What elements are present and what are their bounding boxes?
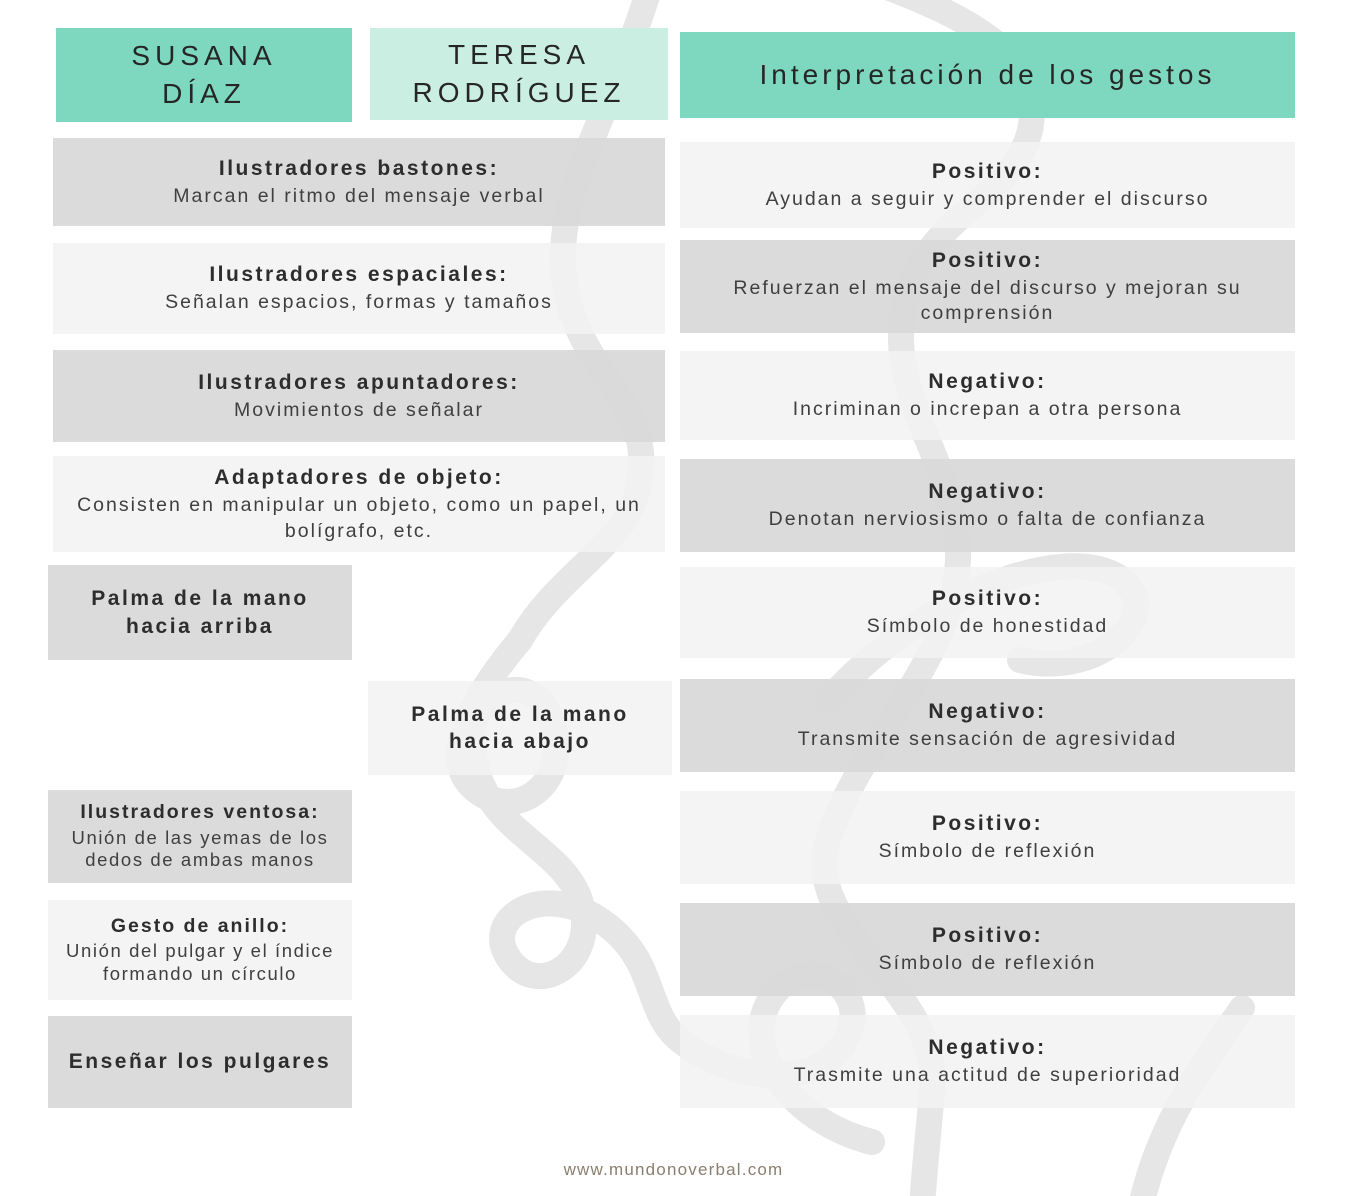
interpretation-desc: Incriminan o increpan a otra persona	[792, 398, 1183, 421]
gesture-desc: Señalan espacios, formas y tamaños	[165, 291, 553, 314]
website-url: www.mundonoverbal.com	[563, 1160, 784, 1179]
interpretation-title: Positivo:	[931, 924, 1044, 948]
gesture-cell	[53, 138, 665, 226]
interpretation-desc: Símbolo de honestidad	[866, 615, 1109, 638]
gesture-title: Ilustradores apuntadores:	[198, 370, 520, 394]
gesture-title: Palma de la mano hacia arriba	[91, 587, 309, 638]
column-header-teresa-rodriguez: TERESA RODRÍGUEZ	[370, 28, 668, 120]
interpretation-title: Positivo:	[931, 248, 1044, 272]
interpretation-cell	[680, 351, 1295, 440]
interpretation-cell	[680, 567, 1295, 658]
interpretation-title: Negativo:	[928, 480, 1047, 504]
interpretation-desc: Trasmite una actitud de superioridad	[793, 1064, 1182, 1087]
gesture-cell	[53, 456, 665, 552]
gesture-title: Ilustradores bastones:	[218, 156, 500, 180]
gesture-cell	[48, 565, 352, 660]
column-header-susana-diaz: SUSANA DÍAZ	[56, 28, 352, 122]
interpretation-desc: Símbolo de reflexión	[878, 952, 1097, 975]
gesture-desc: Marcan el ritmo del mensaje verbal	[173, 184, 545, 207]
gesture-cell	[53, 243, 665, 334]
gesture-desc: Movimientos de señalar	[234, 398, 484, 421]
gesture-title: Palma de la mano hacia abajo	[411, 702, 629, 753]
gesture-cell	[53, 350, 665, 442]
interpretation-desc: Símbolo de reflexión	[878, 840, 1097, 863]
interpretation-cell	[680, 142, 1295, 228]
interpretation-title: Negativo:	[928, 1036, 1047, 1060]
gesture-cell	[48, 1016, 352, 1108]
column-header-interpretacion: Interpretación de los gestos	[680, 32, 1295, 118]
interpretation-title: Negativo:	[928, 700, 1047, 724]
interpretation-desc: Denotan nerviosismo o falta de confianza	[768, 508, 1207, 531]
interpretation-cell	[680, 679, 1295, 772]
gesture-title: Adaptadores de objeto:	[214, 466, 504, 489]
interpretation-cell	[680, 240, 1295, 333]
interpretation-cell	[680, 791, 1295, 884]
gesture-desc: Unión de las yemas de los dedos de ambas manos	[71, 826, 329, 871]
gesture-desc: Unión del pulgar y el índice formando un círculo	[66, 940, 334, 984]
gesture-title: Ilustradores ventosa:	[80, 801, 320, 824]
interpretation-title: Positivo:	[931, 159, 1044, 183]
gesture-cell	[48, 900, 352, 1000]
interpretation-desc: Refuerzan el mensaje del discurso y mejoran su comprensión	[733, 276, 1242, 325]
gesture-cell	[48, 790, 352, 883]
interpretation-cell	[680, 1015, 1295, 1108]
interpretation-cell	[680, 459, 1295, 552]
gesture-title: Enseñar los pulgares	[68, 1050, 332, 1074]
interpretation-title: Positivo:	[931, 812, 1044, 836]
gesture-desc: Consisten en manipular un objeto, como un papel, un bolígrafo, etc.	[77, 494, 641, 542]
gesture-title: Ilustradores espaciales:	[209, 263, 509, 287]
gesture-cell	[368, 681, 672, 775]
gesture-title: Gesto de anillo:	[110, 914, 290, 937]
interpretation-cell	[680, 903, 1295, 996]
interpretation-desc: Ayudan a seguir y comprender el discurso	[765, 187, 1210, 210]
interpretation-desc: Transmite sensación de agresividad	[797, 728, 1178, 751]
interpretation-title: Positivo:	[931, 587, 1044, 611]
interpretation-title: Negativo:	[928, 370, 1047, 394]
